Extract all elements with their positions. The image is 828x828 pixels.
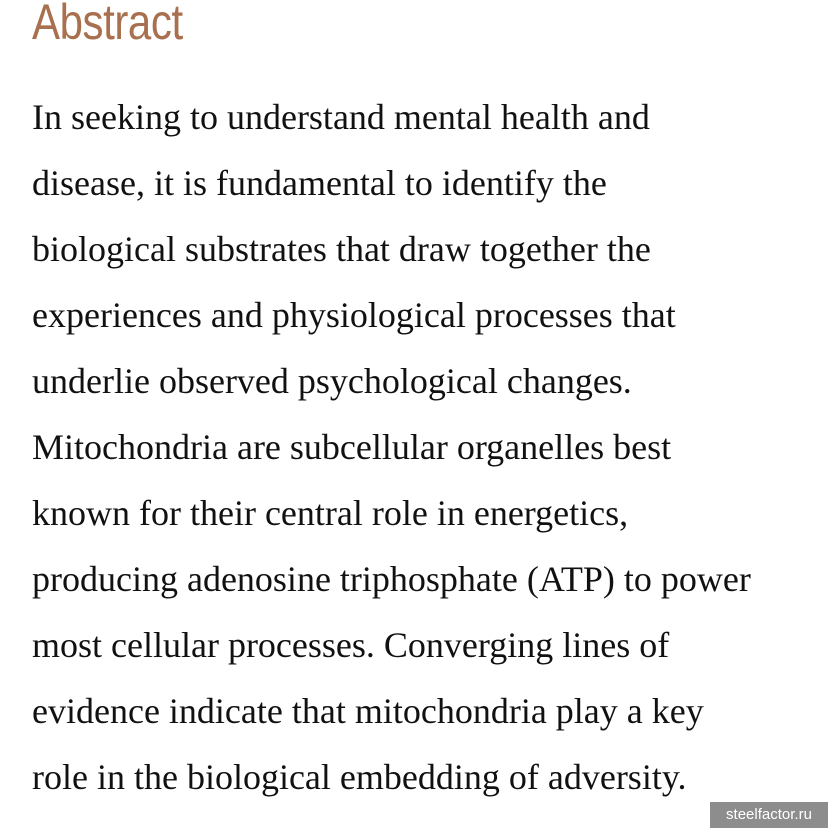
abstract-body xyxy=(32,84,822,810)
abstract-line: disease, it is fundamental to identify the xyxy=(32,163,607,203)
abstract-line: known for their central role in energetics, xyxy=(32,493,629,533)
abstract-line: biological substrates that draw together the xyxy=(32,229,651,269)
abstract-line: most cellular processes. Converging lines of xyxy=(32,625,670,665)
abstract-line: evidence indicate that mitochondria play a key xyxy=(32,691,704,731)
abstract-line: role in the biological embedding of adversity. xyxy=(32,757,687,797)
abstract-line: In seeking to understand mental health and xyxy=(32,97,650,137)
abstract-line: Mitochondria are subcellular organelles best xyxy=(32,427,672,467)
abstract-line: producing adenosine triphosphate (ATP) to power xyxy=(32,559,751,599)
watermark-label: steelfactor.ru xyxy=(710,802,828,828)
abstract-line: underlie observed psychological changes. xyxy=(32,361,632,401)
section-heading: Abstract xyxy=(32,0,183,50)
abstract-line: experiences and physiological processes that xyxy=(32,295,676,335)
